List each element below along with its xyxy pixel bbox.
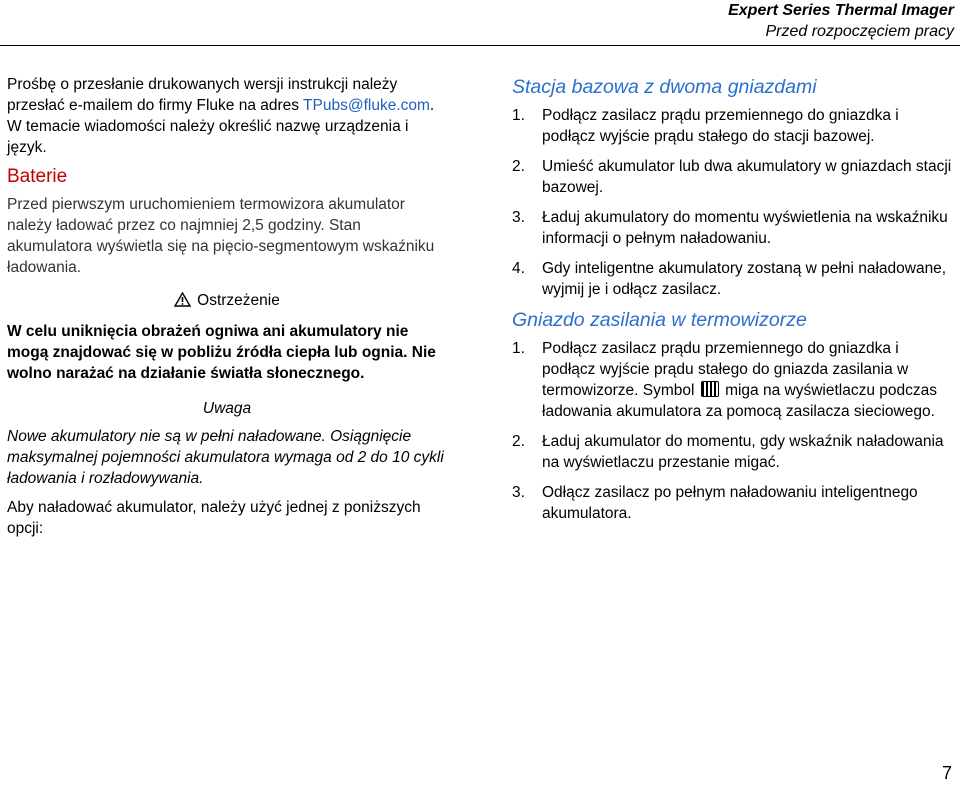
batteries-paragraph: Przed pierwszym uruchomieniem termowizora akumulator należy ładować przez co najmniej 2,5 godziny. Stan akumulatora wyświetla się na pięcio-segmentowym wskaźniku ładowania. <box>7 196 435 276</box>
warning-title: Ostrzeżenie <box>197 292 280 309</box>
imager-socket-steps <box>512 338 952 524</box>
intro-text-end: . W temacie wiadomości należy określić nazwę urządzenia i język. <box>7 97 435 156</box>
batteries-heading: Baterie <box>7 166 68 187</box>
list-item <box>512 431 952 473</box>
step-number: 3. <box>512 209 525 226</box>
imager-socket-heading: Gniazdo zasilania w termowizorze <box>512 309 807 331</box>
list-item <box>512 105 952 147</box>
warning-triangle-icon <box>174 292 191 313</box>
right-column <box>512 76 952 533</box>
chapter-title: Przed rozpoczęciem pracy <box>765 23 954 40</box>
step-text: Odłącz zasilacz po pełnym naładowaniu inteligentnego akumulatora. <box>542 484 918 522</box>
step-number: 4. <box>512 260 525 277</box>
battery-charging-icon <box>701 381 719 397</box>
base-station-steps <box>512 105 952 300</box>
step-number: 3. <box>512 484 525 501</box>
warning-body: W celu uniknięcia obrażeń ogniwa ani akumulatory nie mogą znajdować się w pobliżu źródła ciepła lub ognia. Nie wolno narażać na działanie światła słonecznego. <box>7 323 436 382</box>
list-item <box>512 482 952 524</box>
base-station-heading: Stacja bazowa z dwoma gniazdami <box>512 76 817 98</box>
step-text: Ładuj akumulatory do momentu wyświetlenia na wskaźniku informacji o pełnym naładowaniu. <box>542 209 948 247</box>
list-item <box>512 338 952 422</box>
intro-paragraph <box>7 74 447 158</box>
left-column <box>7 74 447 539</box>
options-paragraph: Aby naładować akumulator, należy użyć jednej z poniższych opcji: <box>7 499 421 537</box>
step-number: 2. <box>512 158 525 175</box>
page-header <box>728 0 954 42</box>
email-link[interactable]: TPubs@fluke.com <box>303 97 430 114</box>
list-item <box>512 156 952 198</box>
step-text: Umieść akumulator lub dwa akumulatory w gniazdach stacji bazowej. <box>542 158 952 196</box>
step-text-start: Podłącz zasilacz prądu przemiennego do gniazdka i podłącz wyjście prądu stałego do gniazda zasilania w termowizorze. Symbol <box>542 340 909 399</box>
step-number: 1. <box>512 107 525 124</box>
step-text: Ładuj akumulator do momentu, gdy wskaźnik naładowania na wyświetlaczu przestanie migać. <box>542 433 944 471</box>
step-text <box>542 338 952 422</box>
step-text: Podłącz zasilacz prądu przemiennego do gniazdka i podłącz wyjście prądu stałego do stacji bazowej. <box>542 107 899 145</box>
step-number: 2. <box>512 433 525 450</box>
step-text-end: miga na wyświetlaczu podczas ładowania akumulatora za pomocą zasilacza sieciowego. <box>542 382 938 420</box>
page-number: 7 <box>941 763 952 783</box>
series-title: Expert Series Thermal Imager <box>728 2 954 19</box>
step-text: Gdy inteligentne akumulatory zostaną w pełni naładowane, wyjmij je i odłącz zasilacz. <box>542 260 947 298</box>
list-item <box>512 207 952 249</box>
step-number: 1. <box>512 340 525 357</box>
header-divider <box>0 45 960 46</box>
intro-text-start: Prośbę o przesłanie drukowanych wersji instrukcji należy przesłać e-mailem do firmy Fluke na adres <box>7 76 398 114</box>
list-item <box>512 258 952 300</box>
note-title: Uwaga <box>202 400 252 417</box>
note-body: Nowe akumulatory nie są w pełni naładowane. Osiągnięcie maksymalnej pojemności akumulatora wymaga od 2 do 10 cykli ładowania i rozładowywania. <box>7 428 444 487</box>
warning-header <box>7 290 447 313</box>
